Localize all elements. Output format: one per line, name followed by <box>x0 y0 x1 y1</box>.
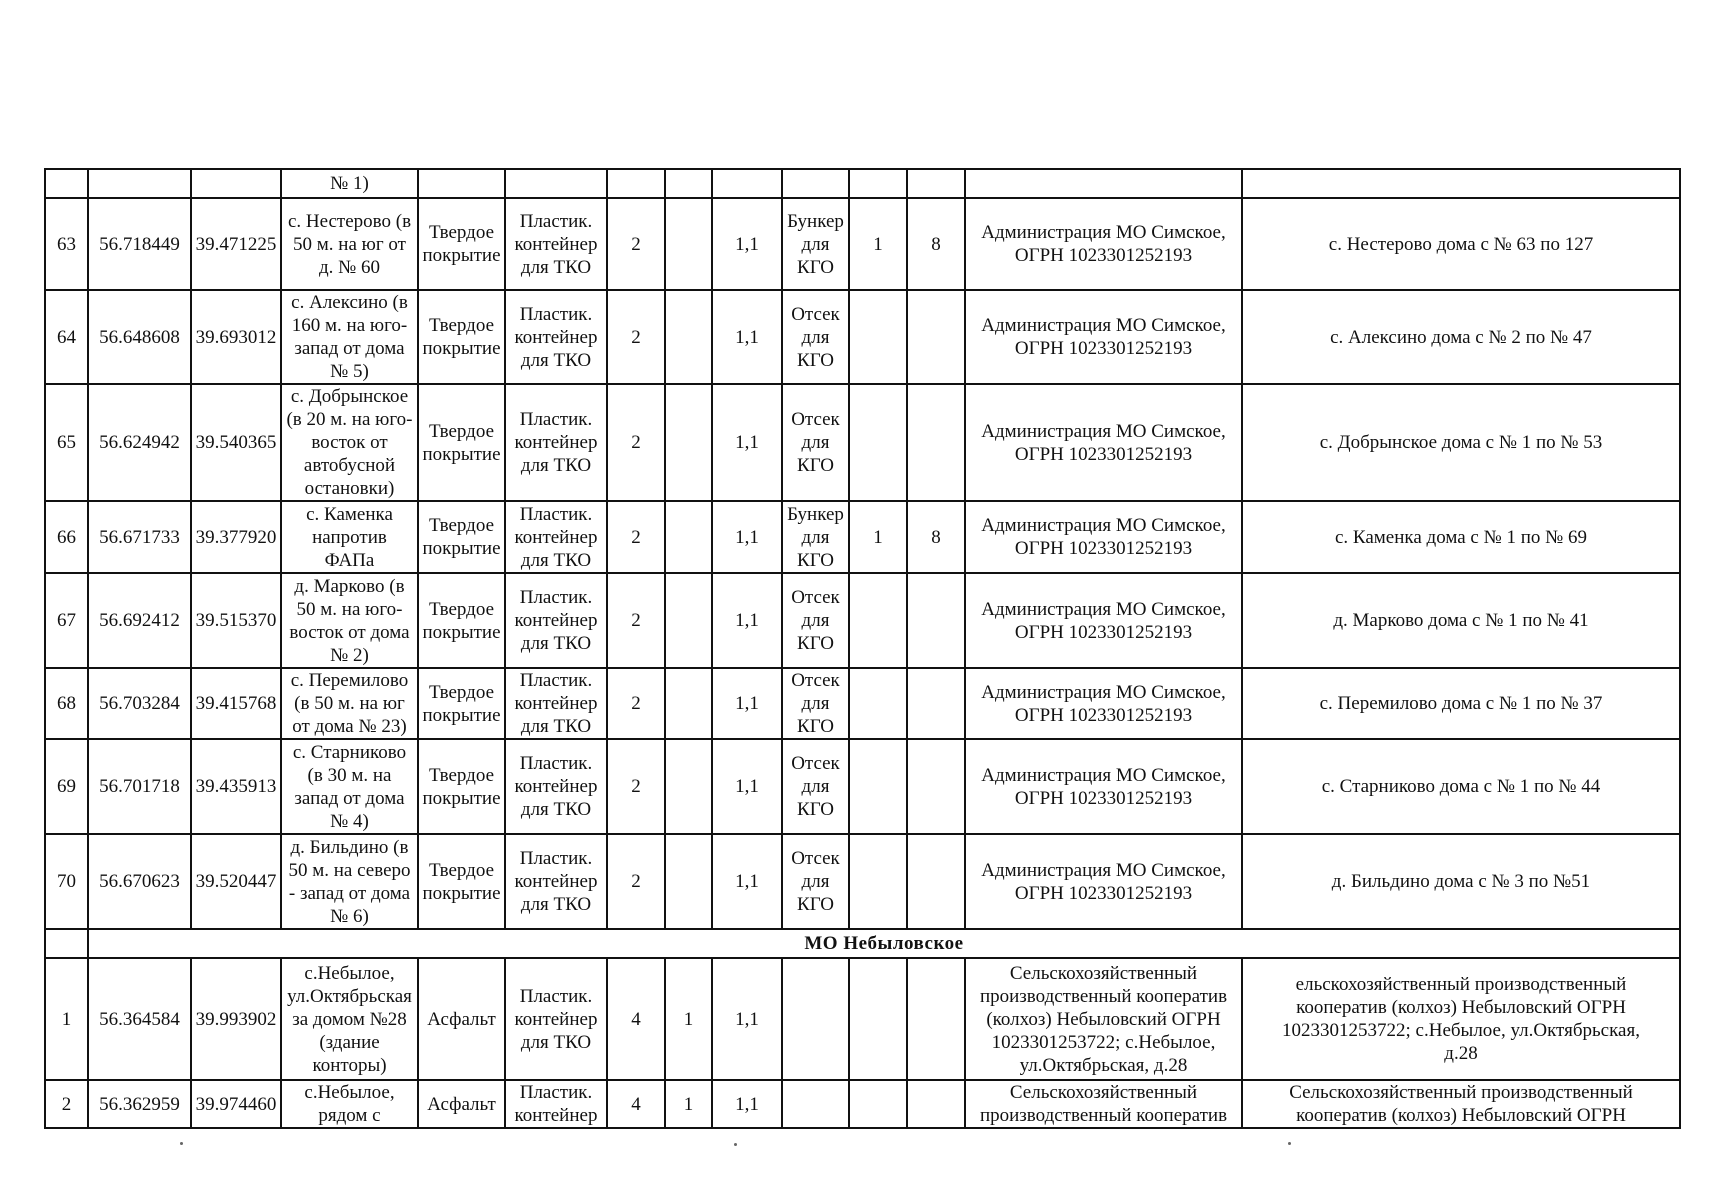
latitude-cell: 56.703284 <box>88 668 191 739</box>
volume-cell: 1,1 <box>712 834 782 929</box>
extra-cell <box>665 501 712 573</box>
kgo-volume-cell <box>907 739 965 834</box>
surface-cell <box>418 169 505 198</box>
extra-cell <box>665 290 712 384</box>
longitude-cell: 39.515370 <box>191 573 281 668</box>
location-cell: д. Бильдино (в 50 м. на северо - запад от дома № 6) <box>281 834 418 929</box>
quantity-cell: 2 <box>607 573 665 668</box>
kgo-cell: Отсек для КГО <box>782 668 849 739</box>
latitude-cell: 56.718449 <box>88 198 191 290</box>
number-cell <box>45 169 88 198</box>
kgo-cell: Отсек для КГО <box>782 834 849 929</box>
quantity-cell: 2 <box>607 501 665 573</box>
extra-cell <box>665 834 712 929</box>
quantity-cell: 2 <box>607 739 665 834</box>
kgo-cell <box>782 169 849 198</box>
longitude-cell: 39.693012 <box>191 290 281 384</box>
kgo-cell: Бункер для КГО <box>782 501 849 573</box>
table-row <box>45 198 1680 290</box>
kgo-volume-cell <box>907 384 965 501</box>
served-area-cell: с. Добрынское дома с № 1 по № 53 <box>1242 384 1680 501</box>
kgo-volume-cell: 8 <box>907 198 965 290</box>
surface-cell: Твердое покрытие <box>418 739 505 834</box>
surface-cell: Асфальт <box>418 958 505 1080</box>
kgo-quantity-cell <box>849 573 907 668</box>
surface-cell: Твердое покрытие <box>418 198 505 290</box>
container-cell: Пластик. контейнер для ТКО <box>505 384 607 501</box>
container-cell: Пластик. контейнер для ТКО <box>505 958 607 1080</box>
container-cell: Пластик. контейнер <box>505 1080 607 1128</box>
owner-cell: Администрация МО Симское, ОГРН 1023301252193 <box>965 198 1242 290</box>
quantity-cell <box>607 169 665 198</box>
kgo-quantity-cell <box>849 1080 907 1128</box>
volume-cell: 1,1 <box>712 668 782 739</box>
extra-cell <box>665 169 712 198</box>
number-cell: 63 <box>45 198 88 290</box>
location-cell: с. Перемилово (в 50 м. на юг от дома № 23) <box>281 668 418 739</box>
kgo-volume-cell <box>907 668 965 739</box>
number-cell: 64 <box>45 290 88 384</box>
owner-cell: Администрация МО Симское, ОГРН 1023301252193 <box>965 668 1242 739</box>
longitude-cell: 39.520447 <box>191 834 281 929</box>
container-cell: Пластик. контейнер для ТКО <box>505 290 607 384</box>
number-cell: 2 <box>45 1080 88 1128</box>
kgo-quantity-cell: 1 <box>849 501 907 573</box>
number-cell: 68 <box>45 668 88 739</box>
latitude-cell: 56.671733 <box>88 501 191 573</box>
served-area-cell: с. Алексино дома с № 2 по № 47 <box>1242 290 1680 384</box>
quantity-cell: 4 <box>607 1080 665 1128</box>
surface-cell: Твердое покрытие <box>418 834 505 929</box>
latitude-cell: 56.624942 <box>88 384 191 501</box>
owner-cell: Администрация МО Симское, ОГРН 1023301252193 <box>965 290 1242 384</box>
location-cell: с. Каменка напротив ФАПа <box>281 501 418 573</box>
surface-cell: Твердое покрытие <box>418 573 505 668</box>
waste-sites-table <box>44 168 1681 1129</box>
quantity-cell: 2 <box>607 834 665 929</box>
container-cell: Пластик. контейнер для ТКО <box>505 668 607 739</box>
scan-speck <box>1288 1142 1291 1145</box>
served-area-cell: с. Нестерово дома с № 63 по 127 <box>1242 198 1680 290</box>
served-area-cell: с. Перемилово дома с № 1 по № 37 <box>1242 668 1680 739</box>
kgo-volume-cell: 8 <box>907 501 965 573</box>
extra-cell <box>665 198 712 290</box>
number-cell: 1 <box>45 958 88 1080</box>
kgo-quantity-cell <box>849 169 907 198</box>
surface-cell: Твердое покрытие <box>418 290 505 384</box>
extra-cell: 1 <box>665 1080 712 1128</box>
served-area-cell: с. Каменка дома с № 1 по № 69 <box>1242 501 1680 573</box>
location-cell: с.Небылое, ул.Октябрьская за домом №28 (здание конторы) <box>281 958 418 1080</box>
number-cell: 70 <box>45 834 88 929</box>
kgo-quantity-cell <box>849 739 907 834</box>
kgo-cell: Отсек для КГО <box>782 739 849 834</box>
latitude-cell: 56.692412 <box>88 573 191 668</box>
quantity-cell: 2 <box>607 198 665 290</box>
table-row <box>45 501 1680 573</box>
container-cell: Пластик. контейнер для ТКО <box>505 834 607 929</box>
quantity-cell: 4 <box>607 958 665 1080</box>
scan-speck <box>180 1142 183 1145</box>
number-cell <box>45 929 88 958</box>
location-cell: с.Небылое, рядом с <box>281 1080 418 1128</box>
served-area-cell: Сельскохозяйственный производственный кооператив (колхоз) Небыловский ОГРН <box>1242 1080 1680 1128</box>
kgo-cell <box>782 1080 849 1128</box>
location-cell: с. Алексино (в 160 м. на юго- запад от дома № 5) <box>281 290 418 384</box>
volume-cell: 1,1 <box>712 290 782 384</box>
surface-cell: Асфальт <box>418 1080 505 1128</box>
served-area-cell <box>1242 169 1680 198</box>
latitude-cell: 56.648608 <box>88 290 191 384</box>
kgo-quantity-cell <box>849 958 907 1080</box>
location-cell: д. Марково (в 50 м. на юго- восток от дома № 2) <box>281 573 418 668</box>
owner-cell: Администрация МО Симское, ОГРН 1023301252193 <box>965 834 1242 929</box>
owner-cell: Администрация МО Симское, ОГРН 1023301252193 <box>965 501 1242 573</box>
owner-cell: Сельскохозяйственный производственный кооператив (колхоз) Небыловский ОГРН 1023301253722; с.Небылое, ул.Октябрьская, д.28 <box>965 958 1242 1080</box>
owner-cell: Администрация МО Симское, ОГРН 1023301252193 <box>965 739 1242 834</box>
kgo-quantity-cell <box>849 384 907 501</box>
table-row <box>45 668 1680 739</box>
volume-cell: 1,1 <box>712 1080 782 1128</box>
owner-cell: Администрация МО Симское, ОГРН 1023301252193 <box>965 384 1242 501</box>
kgo-volume-cell <box>907 834 965 929</box>
table-row <box>45 834 1680 929</box>
served-area-cell: ельскохозяйственный производственный кооператив (колхоз) Небыловский ОГРН 1023301253722; с.Небылое, ул.Октябрьская, д.28 <box>1242 958 1680 1080</box>
location-cell: с. Старниково (в 30 м. на запад от дома № 4) <box>281 739 418 834</box>
container-cell <box>505 169 607 198</box>
latitude-cell: 56.362959 <box>88 1080 191 1128</box>
kgo-volume-cell <box>907 1080 965 1128</box>
kgo-volume-cell <box>907 573 965 668</box>
longitude-cell: 39.540365 <box>191 384 281 501</box>
kgo-cell <box>782 958 849 1080</box>
kgo-volume-cell <box>907 169 965 198</box>
kgo-cell: Бункер для КГО <box>782 198 849 290</box>
number-cell: 65 <box>45 384 88 501</box>
kgo-cell: Отсек для КГО <box>782 384 849 501</box>
owner-cell <box>965 169 1242 198</box>
volume-cell: 1,1 <box>712 573 782 668</box>
extra-cell: 1 <box>665 958 712 1080</box>
longitude-cell: 39.993902 <box>191 958 281 1080</box>
quantity-cell: 2 <box>607 384 665 501</box>
volume-cell <box>712 169 782 198</box>
scan-speck <box>734 1143 737 1146</box>
latitude-cell: 56.670623 <box>88 834 191 929</box>
latitude-cell: 56.701718 <box>88 739 191 834</box>
table-row <box>45 290 1680 384</box>
quantity-cell: 2 <box>607 668 665 739</box>
extra-cell <box>665 668 712 739</box>
table-row <box>45 958 1680 1080</box>
volume-cell: 1,1 <box>712 958 782 1080</box>
longitude-cell: 39.435913 <box>191 739 281 834</box>
kgo-volume-cell <box>907 958 965 1080</box>
kgo-volume-cell <box>907 290 965 384</box>
longitude-cell: 39.974460 <box>191 1080 281 1128</box>
number-cell: 67 <box>45 573 88 668</box>
owner-cell: Сельскохозяйственный производственный кооператив <box>965 1080 1242 1128</box>
extra-cell <box>665 384 712 501</box>
latitude-cell: 56.364584 <box>88 958 191 1080</box>
served-area-cell: д. Марково дома с № 1 по № 41 <box>1242 573 1680 668</box>
volume-cell: 1,1 <box>712 501 782 573</box>
served-area-cell: с. Старниково дома с № 1 по № 44 <box>1242 739 1680 834</box>
number-cell: 69 <box>45 739 88 834</box>
owner-cell: Администрация МО Симское, ОГРН 1023301252193 <box>965 573 1242 668</box>
surface-cell: Твердое покрытие <box>418 668 505 739</box>
container-cell: Пластик. контейнер для ТКО <box>505 739 607 834</box>
extra-cell <box>665 573 712 668</box>
kgo-cell: Отсек для КГО <box>782 290 849 384</box>
continuation-row <box>45 169 1680 198</box>
kgo-cell: Отсек для КГО <box>782 573 849 668</box>
container-cell: Пластик. контейнер для ТКО <box>505 198 607 290</box>
location-cell: с. Нестерово (в 50 м. на юг от д. № 60 <box>281 198 418 290</box>
section-row <box>45 929 1680 958</box>
kgo-quantity-cell <box>849 290 907 384</box>
table-row <box>45 384 1680 501</box>
container-cell: Пластик. контейнер для ТКО <box>505 501 607 573</box>
table-row <box>45 1080 1680 1128</box>
latitude-cell <box>88 169 191 198</box>
extra-cell <box>665 739 712 834</box>
location-cell: с. Добрынское (в 20 м. на юго- восток от автобусной остановки) <box>281 384 418 501</box>
number-cell: 66 <box>45 501 88 573</box>
kgo-quantity-cell <box>849 834 907 929</box>
table-row <box>45 573 1680 668</box>
volume-cell: 1,1 <box>712 198 782 290</box>
surface-cell: Твердое покрытие <box>418 384 505 501</box>
location-cell: № 1) <box>281 169 418 198</box>
volume-cell: 1,1 <box>712 739 782 834</box>
longitude-cell: 39.415768 <box>191 668 281 739</box>
surface-cell: Твердое покрытие <box>418 501 505 573</box>
longitude-cell: 39.471225 <box>191 198 281 290</box>
volume-cell: 1,1 <box>712 384 782 501</box>
longitude-cell: 39.377920 <box>191 501 281 573</box>
kgo-quantity-cell <box>849 668 907 739</box>
container-cell: Пластик. контейнер для ТКО <box>505 573 607 668</box>
quantity-cell: 2 <box>607 290 665 384</box>
section-title: МО Небыловское <box>88 929 1680 958</box>
longitude-cell <box>191 169 281 198</box>
served-area-cell: д. Бильдино дома с № 3 по №51 <box>1242 834 1680 929</box>
table-row <box>45 739 1680 834</box>
kgo-quantity-cell: 1 <box>849 198 907 290</box>
